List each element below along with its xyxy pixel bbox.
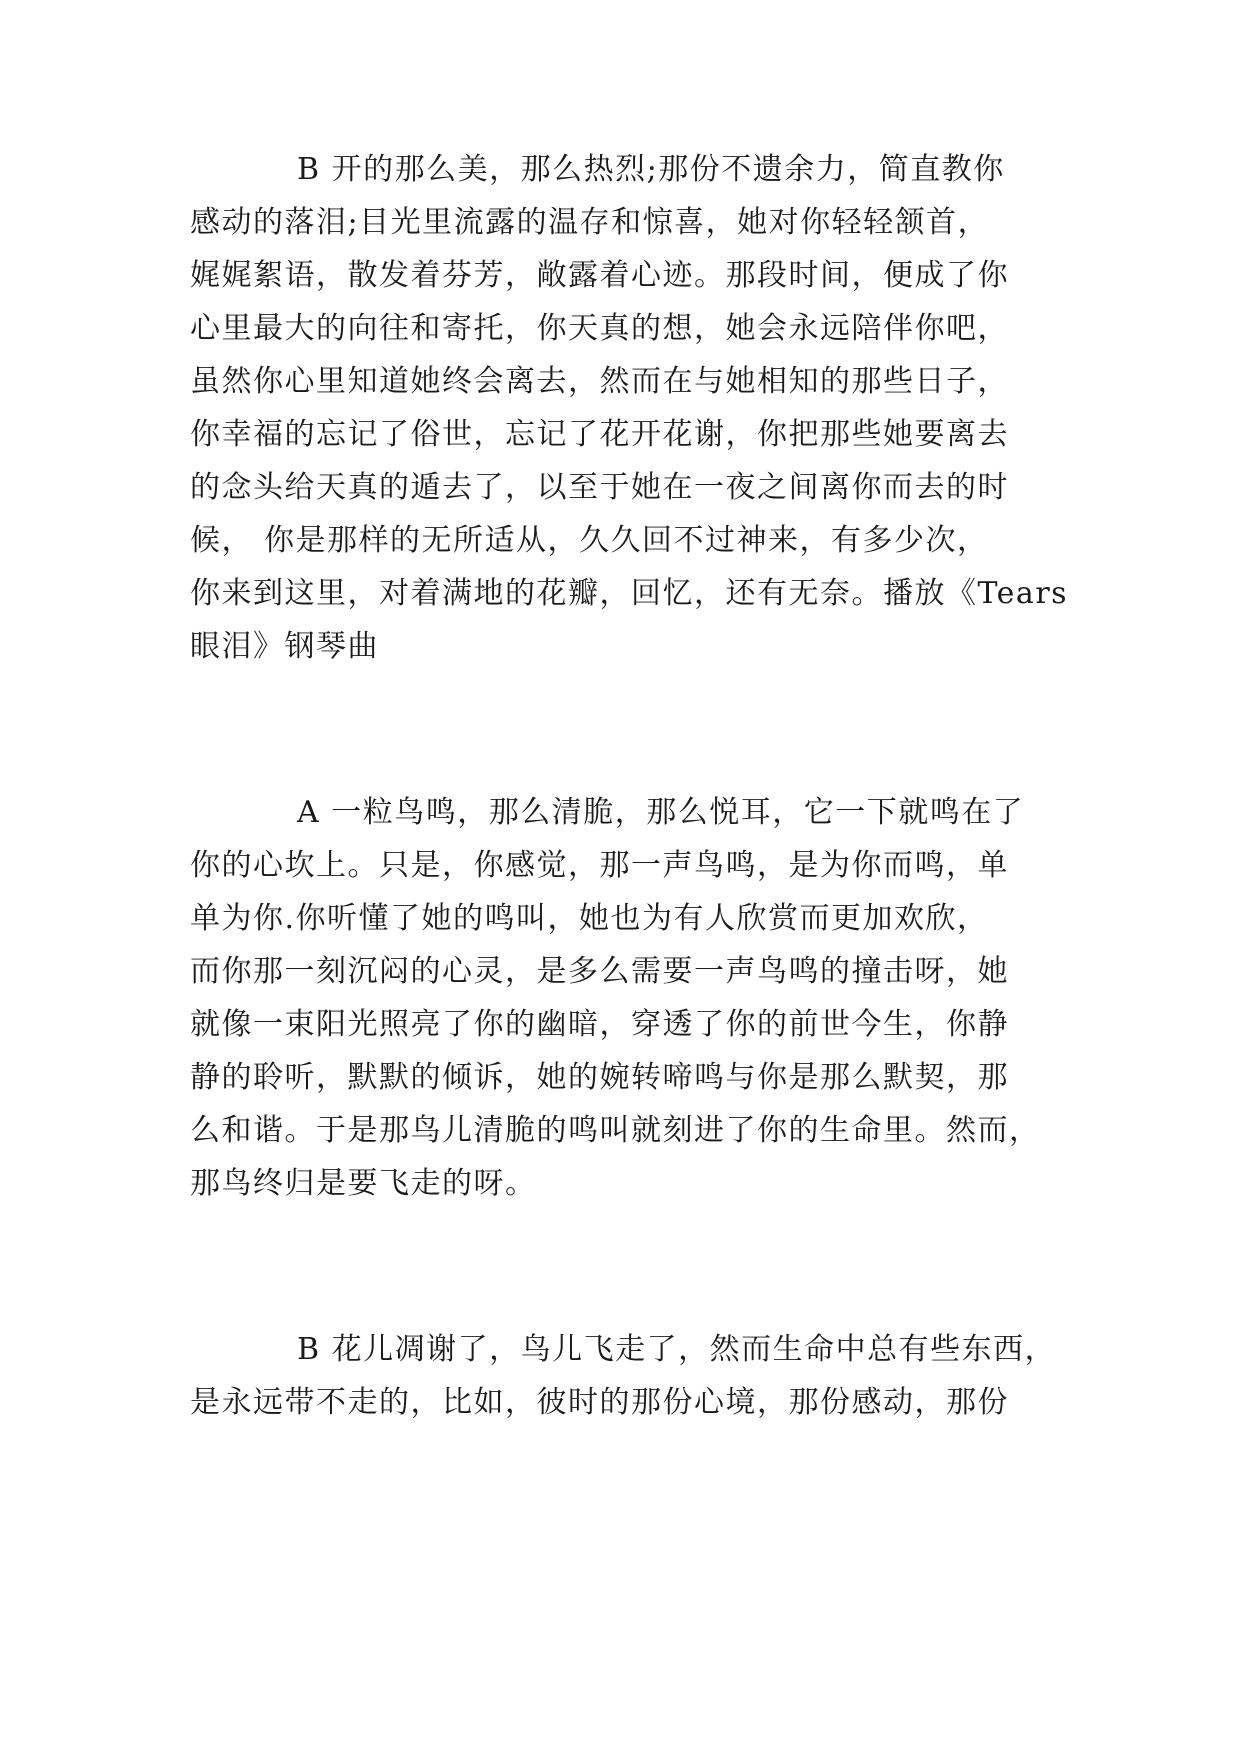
paragraph-1-line-9: 你来到这里，对着满地的花瓣，回忆，还有无奈。播放《Tears bbox=[190, 576, 1069, 611]
paragraph-2-line-5: 就像一束阳光照亮了你的幽暗，穿透了你的前世今生，你静 bbox=[190, 1007, 1009, 1042]
paragraph-2-line-7: 么和谐。于是那鸟儿清脆的鸣叫就刻进了你的生命里。然而， bbox=[190, 1113, 1041, 1148]
paragraph-1-line-10: 眼泪》钢琴曲 bbox=[190, 629, 379, 664]
paragraph-2-line-8: 那鸟终归是要飞走的呀。 bbox=[190, 1166, 537, 1201]
paragraph-1-line-5: 虽然你心里知道她终会离去，然而在与她相知的那些日子， bbox=[190, 364, 1009, 399]
paragraph-1-line-4: 心里最大的向往和寄托，你天真的想，她会永远陪伴你吧， bbox=[190, 311, 1009, 346]
paragraph-3-line-2: 是永远带不走的，比如，彼时的那份心境，那份感动，那份 bbox=[190, 1385, 1009, 1420]
paragraph-1-line-8: 候， 你是那样的无所适从，久久回不过神来，有多少次， bbox=[190, 523, 989, 558]
paragraph-1-line-3: 娓娓絮语，散发着芬芳，敞露着心迹。那段时间，便成了你 bbox=[190, 258, 1009, 293]
paragraph-3-line-1: B 花儿凋谢了，鸟儿飞走了，然而生命中总有些东西， bbox=[297, 1332, 1057, 1367]
paragraph-2-line-6: 静的聆听，默默的倾诉，她的婉转啼鸣与你是那么默契，那 bbox=[190, 1060, 1009, 1095]
paragraph-2-line-4: 而你那一刻沉闷的心灵，是多么需要一声鸟鸣的撞击呀，她 bbox=[190, 954, 1009, 989]
paragraph-1-line-1: B 开的那么美，那么热烈;那份不遗余力，简直教你 bbox=[297, 152, 1005, 187]
paragraph-1-line-6: 你幸福的忘记了俗世，忘记了花开花谢，你把那些她要离去 bbox=[190, 417, 1009, 452]
paragraph-1-line-7: 的念头给天真的遁去了，以至于她在一夜之间离你而去的时 bbox=[190, 470, 1009, 505]
paragraph-2-line-3: 单为你.你听懂了她的鸣叫，她也为有人欣赏而更加欢欣， bbox=[190, 901, 989, 936]
paragraph-2-line-1: A 一粒鸟鸣，那么清脆，那么悦耳，它一下就鸣在了 bbox=[297, 795, 1025, 830]
paragraph-2-line-2: 你的心坎上。只是，你感觉，那一声鸟鸣，是为你而鸣，单 bbox=[190, 848, 1009, 883]
paragraph-1-line-2: 感动的落泪;目光里流露的温存和惊喜，她对你轻轻颔首， bbox=[190, 205, 990, 240]
